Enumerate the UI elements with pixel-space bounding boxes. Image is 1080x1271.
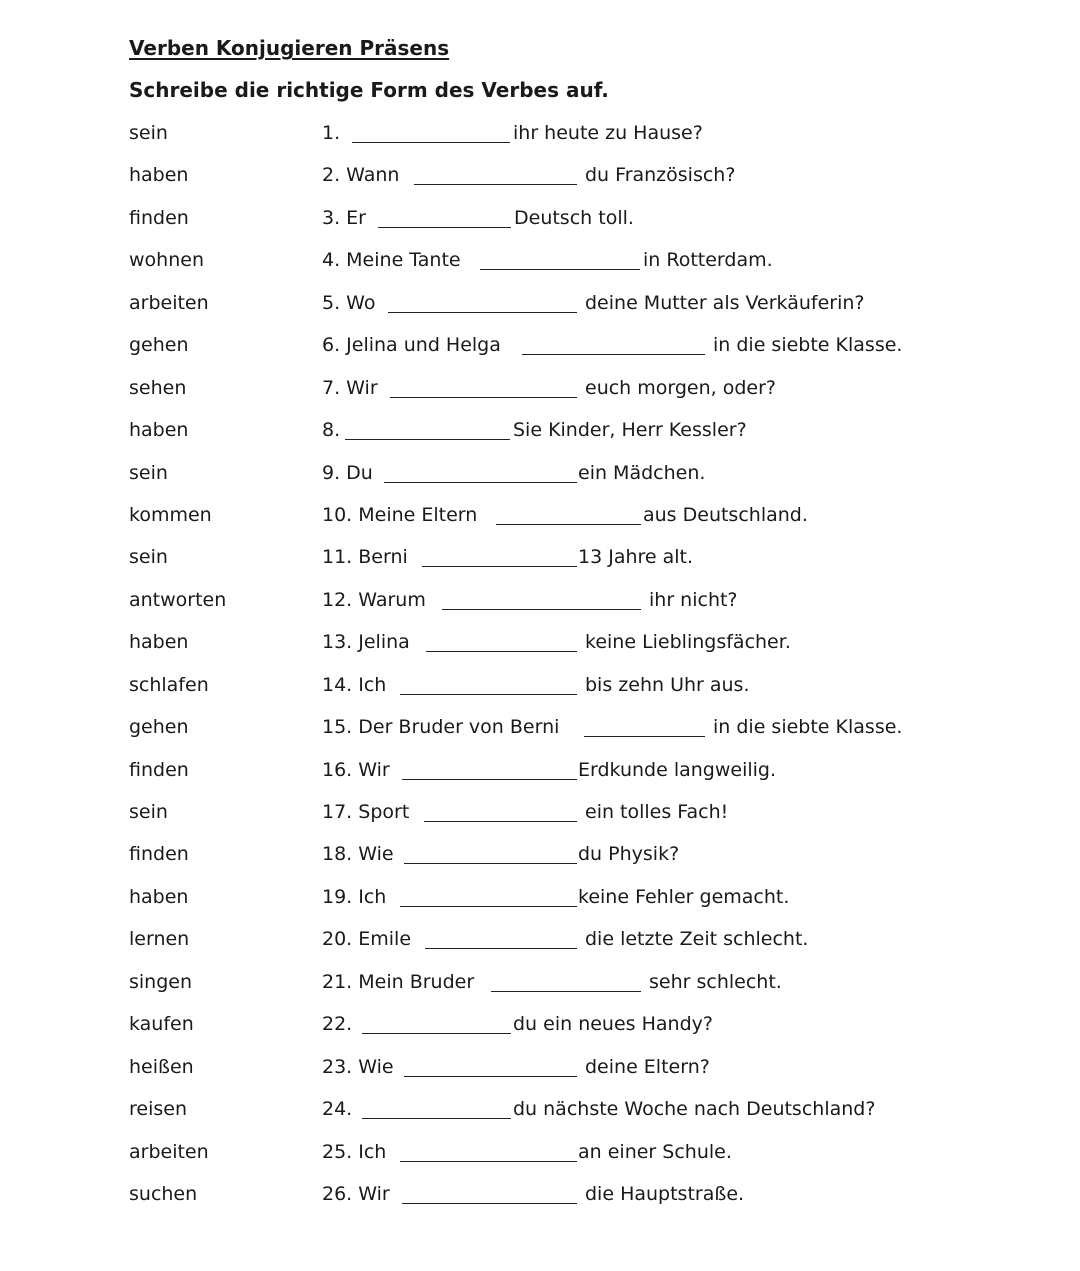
- verb-infinitive: sein: [129, 546, 168, 569]
- sentence-start: 8.: [322, 419, 341, 442]
- exercise-row: [0, 712, 1080, 754]
- verb-infinitive: sehen: [129, 376, 187, 399]
- exercise-row: [0, 670, 1080, 712]
- sentence-end: an einer Schule.: [578, 1140, 732, 1163]
- verb-infinitive: singen: [129, 970, 193, 993]
- sentence-start: 5. Wo: [322, 291, 376, 314]
- exercise-list: [0, 118, 1080, 1221]
- verb-infinitive: arbeiten: [129, 1140, 209, 1163]
- sentence-end: bis zehn Uhr aus.: [585, 673, 750, 696]
- sentence-end: ihr nicht?: [649, 588, 738, 611]
- sentence-start: 7. Wir: [322, 376, 378, 399]
- sentence-end: du ein neues Handy?: [513, 1013, 713, 1036]
- answer-blank[interactable]: [404, 1076, 577, 1077]
- verb-infinitive: haben: [129, 885, 189, 908]
- verb-infinitive: finden: [129, 206, 189, 229]
- sentence-end: ein Mädchen.: [578, 461, 706, 484]
- exercise-row: [0, 160, 1080, 202]
- answer-blank[interactable]: [378, 227, 511, 228]
- exercise-row: [0, 1137, 1080, 1179]
- sentence-start: 19. Ich: [322, 885, 387, 908]
- sentence-start: 6. Jelina und Helga: [322, 334, 501, 357]
- answer-blank[interactable]: [388, 312, 577, 313]
- sentence-start: 9. Du: [322, 461, 373, 484]
- sentence-start: 1.: [322, 122, 341, 144]
- sentence-end: deine Eltern?: [585, 1055, 710, 1078]
- sentence-end: Sie Kinder, Herr Kessler?: [513, 419, 747, 442]
- sentence-end: in die siebte Klasse.: [713, 716, 903, 739]
- sentence-start: 14. Ich: [322, 673, 387, 696]
- sentence-start: 20. Emile: [322, 928, 412, 951]
- sentence-end: keine Lieblingsfächer.: [585, 631, 791, 654]
- sentence-end: euch morgen, oder?: [585, 376, 777, 399]
- sentence-end: Deutsch toll.: [514, 206, 634, 229]
- verb-infinitive: sein: [129, 801, 168, 823]
- sentence-start: 23. Wie: [322, 1055, 394, 1078]
- exercise-row: [0, 1094, 1080, 1136]
- answer-blank[interactable]: [352, 142, 510, 143]
- answer-blank[interactable]: [402, 1203, 577, 1204]
- verb-infinitive: heißen: [129, 1055, 194, 1078]
- exercise-row: [0, 245, 1080, 287]
- exercise-row: [0, 839, 1080, 881]
- sentence-start: 21. Mein Bruder: [322, 970, 475, 993]
- answer-blank[interactable]: [400, 694, 577, 695]
- answer-blank[interactable]: [404, 863, 577, 864]
- verb-infinitive: wohnen: [129, 249, 204, 272]
- answer-blank[interactable]: [384, 482, 577, 483]
- verb-infinitive: antworten: [129, 588, 227, 611]
- answer-blank[interactable]: [480, 269, 640, 270]
- verb-infinitive: sein: [129, 122, 168, 144]
- sentence-end: in Rotterdam.: [643, 249, 773, 272]
- sentence-start: 16. Wir: [322, 758, 390, 781]
- verb-infinitive: arbeiten: [129, 291, 209, 314]
- verb-infinitive: gehen: [129, 334, 189, 357]
- exercise-row: [0, 882, 1080, 924]
- verb-infinitive: kaufen: [129, 1013, 194, 1036]
- answer-blank[interactable]: [425, 948, 577, 949]
- sentence-start: 26. Wir: [322, 1182, 390, 1205]
- exercise-row: [0, 458, 1080, 500]
- verb-infinitive: gehen: [129, 716, 189, 739]
- sentence-end: deine Mutter als Verkäuferin?: [585, 291, 865, 314]
- sentence-end: 13 Jahre alt.: [578, 546, 694, 569]
- answer-blank[interactable]: [584, 736, 705, 737]
- sentence-end: keine Fehler gemacht.: [578, 885, 790, 908]
- answer-blank[interactable]: [426, 651, 577, 652]
- sentence-start: 18. Wie: [322, 843, 394, 866]
- sentence-end: ihr heute zu Hause?: [513, 122, 703, 144]
- answer-blank[interactable]: [414, 184, 577, 185]
- verb-infinitive: haben: [129, 419, 189, 442]
- sentence-end: in die siebte Klasse.: [713, 334, 903, 357]
- verb-infinitive: finden: [129, 843, 189, 866]
- sentence-start: 11. Berni: [322, 546, 408, 569]
- sentence-start: 15. Der Bruder von Berni: [322, 716, 560, 739]
- sentence-end: du nächste Woche nach Deutschland?: [513, 1098, 876, 1121]
- sentence-end: die Hauptstraße.: [585, 1182, 745, 1205]
- worksheet-instruction: Schreibe die richtige Form des Verbes auf.: [129, 78, 609, 102]
- sentence-start: 10. Meine Eltern: [322, 503, 478, 526]
- exercise-row: [0, 203, 1080, 245]
- sentence-end: die letzte Zeit schlecht.: [585, 928, 809, 951]
- verb-infinitive: haben: [129, 631, 189, 654]
- verb-infinitive: sein: [129, 461, 168, 484]
- verb-infinitive: haben: [129, 164, 189, 187]
- sentence-start: 2. Wann: [322, 164, 400, 187]
- sentence-start: 3. Er: [322, 206, 366, 229]
- answer-blank[interactable]: [400, 1161, 577, 1162]
- sentence-start: 22.: [322, 1013, 353, 1036]
- sentence-start: 13. Jelina: [322, 631, 410, 654]
- sentence-end: sehr schlecht.: [649, 970, 782, 993]
- exercise-row: [0, 755, 1080, 797]
- answer-blank[interactable]: [442, 609, 641, 610]
- exercise-row: [0, 118, 1080, 160]
- exercise-row: [0, 924, 1080, 966]
- answer-blank[interactable]: [400, 906, 577, 907]
- verb-infinitive: suchen: [129, 1182, 198, 1205]
- answer-blank[interactable]: [362, 1118, 511, 1119]
- sentence-end: du Französisch?: [585, 164, 736, 187]
- sentence-start: 12. Warum: [322, 588, 426, 611]
- verb-infinitive: finden: [129, 758, 189, 781]
- exercise-row: [0, 1009, 1080, 1051]
- answer-blank[interactable]: [522, 354, 705, 355]
- sentence-start: 25. Ich: [322, 1140, 387, 1163]
- exercise-row: [0, 967, 1080, 1009]
- answer-blank[interactable]: [345, 439, 510, 440]
- exercise-row: [0, 627, 1080, 669]
- exercise-row: [0, 1179, 1080, 1221]
- exercise-row: [0, 542, 1080, 584]
- exercise-row: [0, 330, 1080, 372]
- answer-blank[interactable]: [390, 397, 577, 398]
- verb-infinitive: kommen: [129, 503, 212, 526]
- answer-blank[interactable]: [402, 779, 577, 780]
- sentence-start: 17. Sport: [322, 801, 410, 823]
- answer-blank[interactable]: [424, 821, 577, 822]
- sentence-start: 24.: [322, 1098, 353, 1121]
- verb-infinitive: schlafen: [129, 673, 209, 696]
- verb-infinitive: reisen: [129, 1098, 187, 1121]
- sentence-end: aus Deutschland.: [643, 503, 808, 526]
- answer-blank[interactable]: [496, 524, 641, 525]
- exercise-row: [0, 585, 1080, 627]
- verb-infinitive: lernen: [129, 928, 190, 951]
- sentence-end: du Physik?: [578, 843, 680, 866]
- answer-blank[interactable]: [491, 991, 641, 992]
- exercise-row: [0, 415, 1080, 457]
- answer-blank[interactable]: [362, 1033, 511, 1034]
- exercise-row: [0, 797, 1080, 839]
- sentence-end: ein tolles Fach!: [585, 801, 729, 823]
- exercise-row: [0, 373, 1080, 415]
- answer-blank[interactable]: [422, 566, 577, 567]
- sentence-end: Erdkunde langweilig.: [578, 758, 777, 781]
- sentence-start: 4. Meine Tante: [322, 249, 461, 272]
- exercise-row: [0, 288, 1080, 330]
- worksheet-title: Verben Konjugieren Präsens: [129, 36, 450, 60]
- exercise-row: [0, 1052, 1080, 1094]
- exercise-row: [0, 500, 1080, 542]
